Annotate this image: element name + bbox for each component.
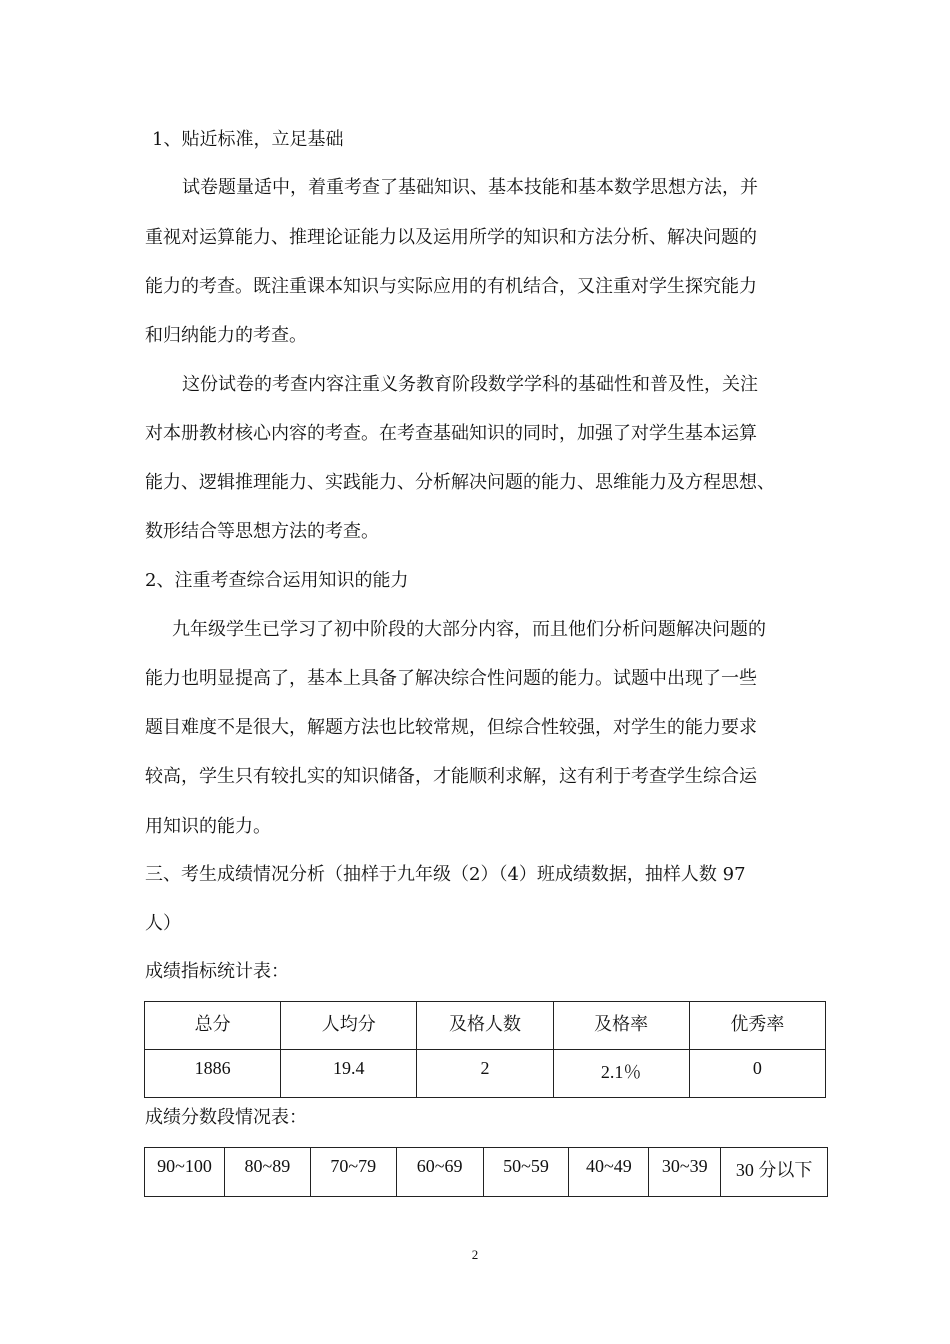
table-header-cell: 80~89 — [224, 1148, 310, 1197]
table-header-cell: 及格率 — [553, 1002, 689, 1050]
table-header-cell: 60~69 — [396, 1148, 483, 1197]
paragraph-line: 数形结合等思想方法的考查。 — [145, 521, 379, 542]
page-number: 2 — [471, 1247, 479, 1262]
table-header-cell: 总分 — [145, 1002, 281, 1050]
paragraph-line: 较高，学生只有较扎实的知识储备，才能顺利求解，这有利于考查学生综合运 — [145, 766, 757, 787]
table-header-cell: 70~79 — [310, 1148, 396, 1197]
stats-table — [144, 1001, 826, 1098]
paragraph-line: 用知识的能力。 — [145, 816, 271, 837]
paragraph-line: 能力、逻辑推理能力、实践能力、分析解决问题的能力、思维能力及方程思想、 — [145, 472, 775, 493]
paragraph-line: 能力的考查。既注重课本知识与实际应用的有机结合，又注重对学生探究能力 — [145, 276, 757, 297]
table-cell: 19.4 — [281, 1050, 417, 1098]
section1-heading: 1、贴近标准，立足基础 — [152, 129, 344, 150]
table-header-row — [145, 1148, 828, 1197]
paragraph-line: 对本册教材核心内容的考查。在考查基础知识的同时，加强了对学生基本运算 — [145, 423, 757, 444]
table-header-row — [145, 1002, 826, 1050]
table-header-cell: 优秀率 — [689, 1002, 825, 1050]
score-range-table — [144, 1147, 828, 1197]
paragraph-line: 题目难度不是很大，解题方法也比较常规，但综合性较强，对学生的能力要求 — [145, 717, 757, 738]
table-cell: 1886 — [145, 1050, 281, 1098]
table-cell: 2.1％ — [553, 1050, 689, 1098]
paragraph-line: 九年级学生已学习了初中阶段的大部分内容，而且他们分析问题解决问题的 — [172, 619, 766, 640]
table-header-cell: 90~100 — [145, 1148, 225, 1197]
stats-table-caption: 成绩指标统计表： — [145, 961, 289, 982]
table-header-cell: 及格人数 — [417, 1002, 553, 1050]
paragraph-line: 重视对运算能力、推理论证能力以及运用所学的知识和方法分析、解决问题的 — [145, 227, 757, 248]
table-cell: 0 — [689, 1050, 825, 1098]
section3-heading: 三、考生成绩情况分析（抽样于九年级（2）（4）班成绩数据，抽样人数 97 — [145, 864, 746, 885]
table-header-cell: 30~39 — [649, 1148, 721, 1197]
table-header-cell: 40~49 — [569, 1148, 649, 1197]
section3-heading-continued: 人） — [145, 913, 181, 934]
table-row — [145, 1050, 826, 1098]
table-header-cell: 50~59 — [483, 1148, 569, 1197]
range-table-caption: 成绩分数段情况表： — [145, 1107, 307, 1128]
paragraph-line: 试卷题量适中，着重考查了基础知识、基本技能和基本数学思想方法，并 — [182, 177, 758, 198]
paragraph-line: 和归纳能力的考查。 — [145, 325, 307, 346]
paragraph-line: 这份试卷的考查内容注重义务教育阶段数学学科的基础性和普及性，关注 — [182, 374, 758, 395]
section2-heading: 2、注重考查综合运用知识的能力 — [145, 570, 409, 591]
table-header-cell: 30 分以下 — [721, 1148, 828, 1197]
paragraph-line: 能力也明显提高了，基本上具备了解决综合性问题的能力。试题中出现了一些 — [145, 668, 757, 689]
table-header-cell: 人均分 — [281, 1002, 417, 1050]
table-cell: 2 — [417, 1050, 553, 1098]
